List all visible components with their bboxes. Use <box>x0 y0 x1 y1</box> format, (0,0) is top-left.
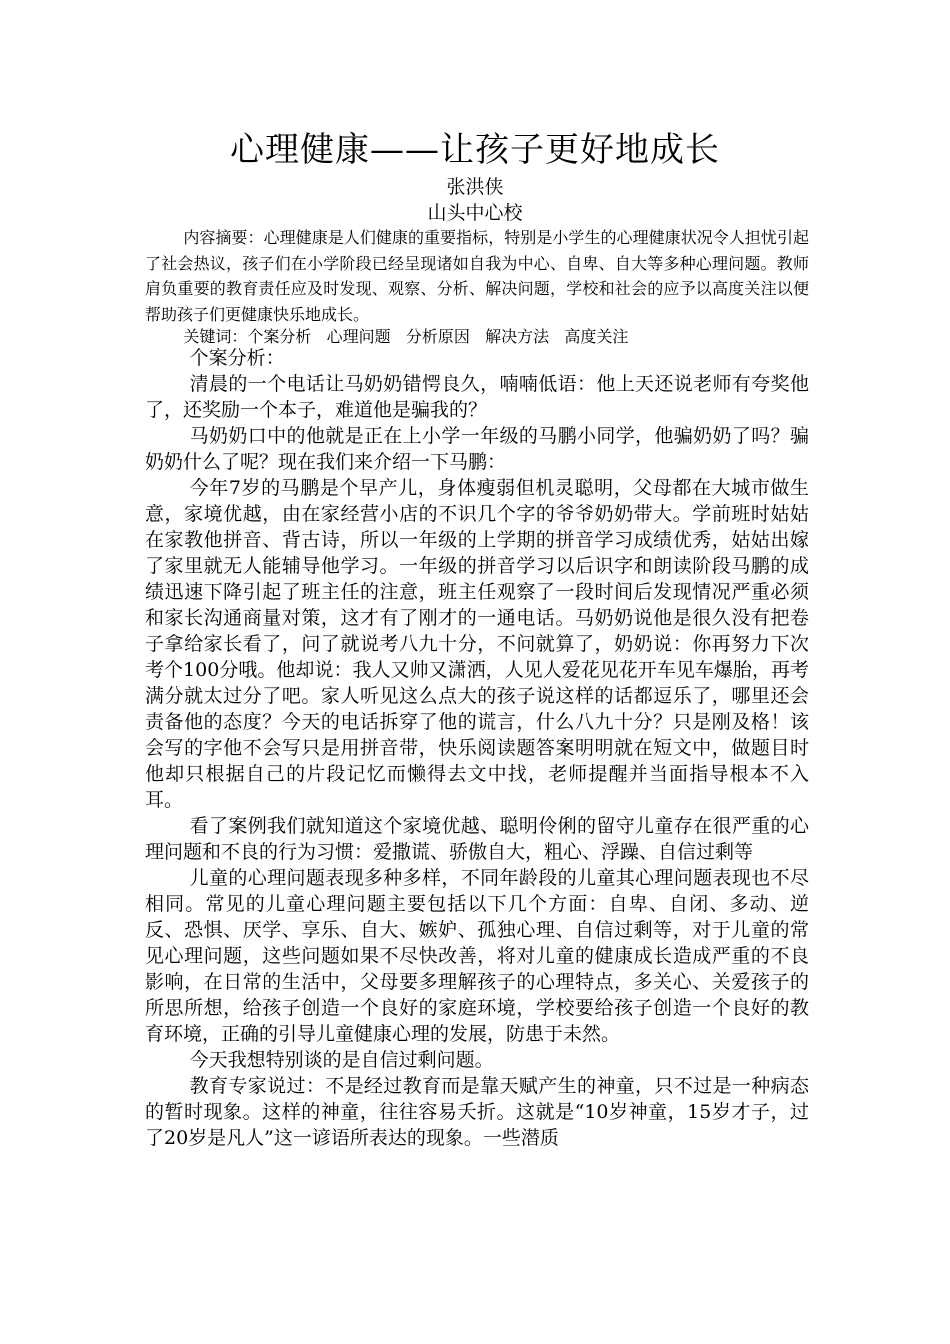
body-paragraph: 教育专家说过：不是经过教育而是靠天赋产生的神童，只不过是一种病态的暂时现象。这样的神童，往往容易夭折。这就是“10岁神童，15岁才子，过了20岁是凡人”这一谚语所表达的现象。一些潜质 <box>145 1075 809 1149</box>
keywords-line: 关键词：个案分析 心理问题 分析原因 解决方法 高度关注 <box>183 327 629 346</box>
body-paragraph: 今天我想特别谈的是自信过剩问题。 <box>189 1049 494 1071</box>
section-heading-case-analysis: 个案分析： <box>189 347 285 369</box>
body-text <box>145 345 809 1151</box>
body-paragraph: 儿童的心理问题表现多种多样，不同年龄段的儿童其心理问题表现也不尽相同。常见的儿童心理问题主要包括以下几个方面：自卑、自闭、多动、逆反、恐惧、厌学、享乐、自大、嫉妒、孤独心理、自信过剩等，对于儿童的常见心理问题，这些问题如果不尽快改善，将对儿童的健康成长造成严重的不良影响，在日常的生活中，父母要多理解孩子的心理特点，多关心、关爱孩子的所思所想，给孩子创造一个良好的家庭环境，学校要给孩子创造一个良好的教育环境，正确的引导儿童健康心理的发展，防患于未然。 <box>145 867 809 1045</box>
document-title: 心理健康——让孩子更好地成长 <box>230 130 720 170</box>
body-paragraph: 今年7岁的马鹏是个早产儿，身体瘦弱但机灵聪明，父母都在大城市做生意，家境优越，由在家经营小店的不识几个字的爷爷奶奶带大。学前班时姑姑在家教他拼音、背古诗，所以一年级的上学期的拼音学习成绩优秀，姑姑出嫁了家里就无人能辅导他学习。一年级的拼音学习以后识字和朗读阶段马鹏的成绩迅速下降引起了班主任的注意，班主任观察了一段时间后发现情况严重必须和家长沟通商量对策，这才有了刚才的一通电话。马奶奶说他是很久没有把卷子拿给家长看了，问了就说考八九十分，不问就算了，奶奶说：你再努力下次考个100分哦。他却说：我人又帅又潇洒，人见人爱花见花开车见车爆胎，再考满分就太过分了吧。家人听见这么点大的孩子说这样的话都逗乐了，哪里还会责备他的态度？今天的电话拆穿了他的谎言，什么八九十分？只是刚及格！该会写的字他不会写只是用拼音带，快乐阅读题答案明明就在短文中，做题目时他却只根据自己的片段记忆而懒得去文中找，老师提醒并当面指导根本不入耳。 <box>145 477 809 811</box>
body-paragraph: 马奶奶口中的他就是正在上小学一年级的马鹏小同学，他骗奶奶了吗？骗奶奶什么了呢？现在我们来介绍一下马鹏： <box>145 425 809 473</box>
author-name: 张洪侠 <box>446 176 504 198</box>
school-name: 山头中心校 <box>427 202 523 224</box>
body-paragraph: 看了案例我们就知道这个家境优越、聪明伶俐的留守儿童存在很严重的心理问题和不良的行为习惯：爱撒谎、骄傲自大，粗心、浮躁、自信过剩等 <box>145 815 809 863</box>
body-paragraph: 清晨的一个电话让马奶奶错愕良久，喃喃低语：他上天还说老师有夸奖他了，还奖励一个本子，难道他是骗我的？ <box>145 373 809 421</box>
abstract-paragraph: 内容摘要：心理健康是人们健康的重要指标，特别是小学生的心理健康状况令人担忧引起了社会热议，孩子们在小学阶段已经呈现诸如自我为中心、自卑、自大等多种心理问题。教师肩负重要的教育责任应及时发现、观察、分析、解决问题，学校和社会的应予以高度关注以便帮助孩子们更健康快乐地成长。 <box>145 228 809 324</box>
